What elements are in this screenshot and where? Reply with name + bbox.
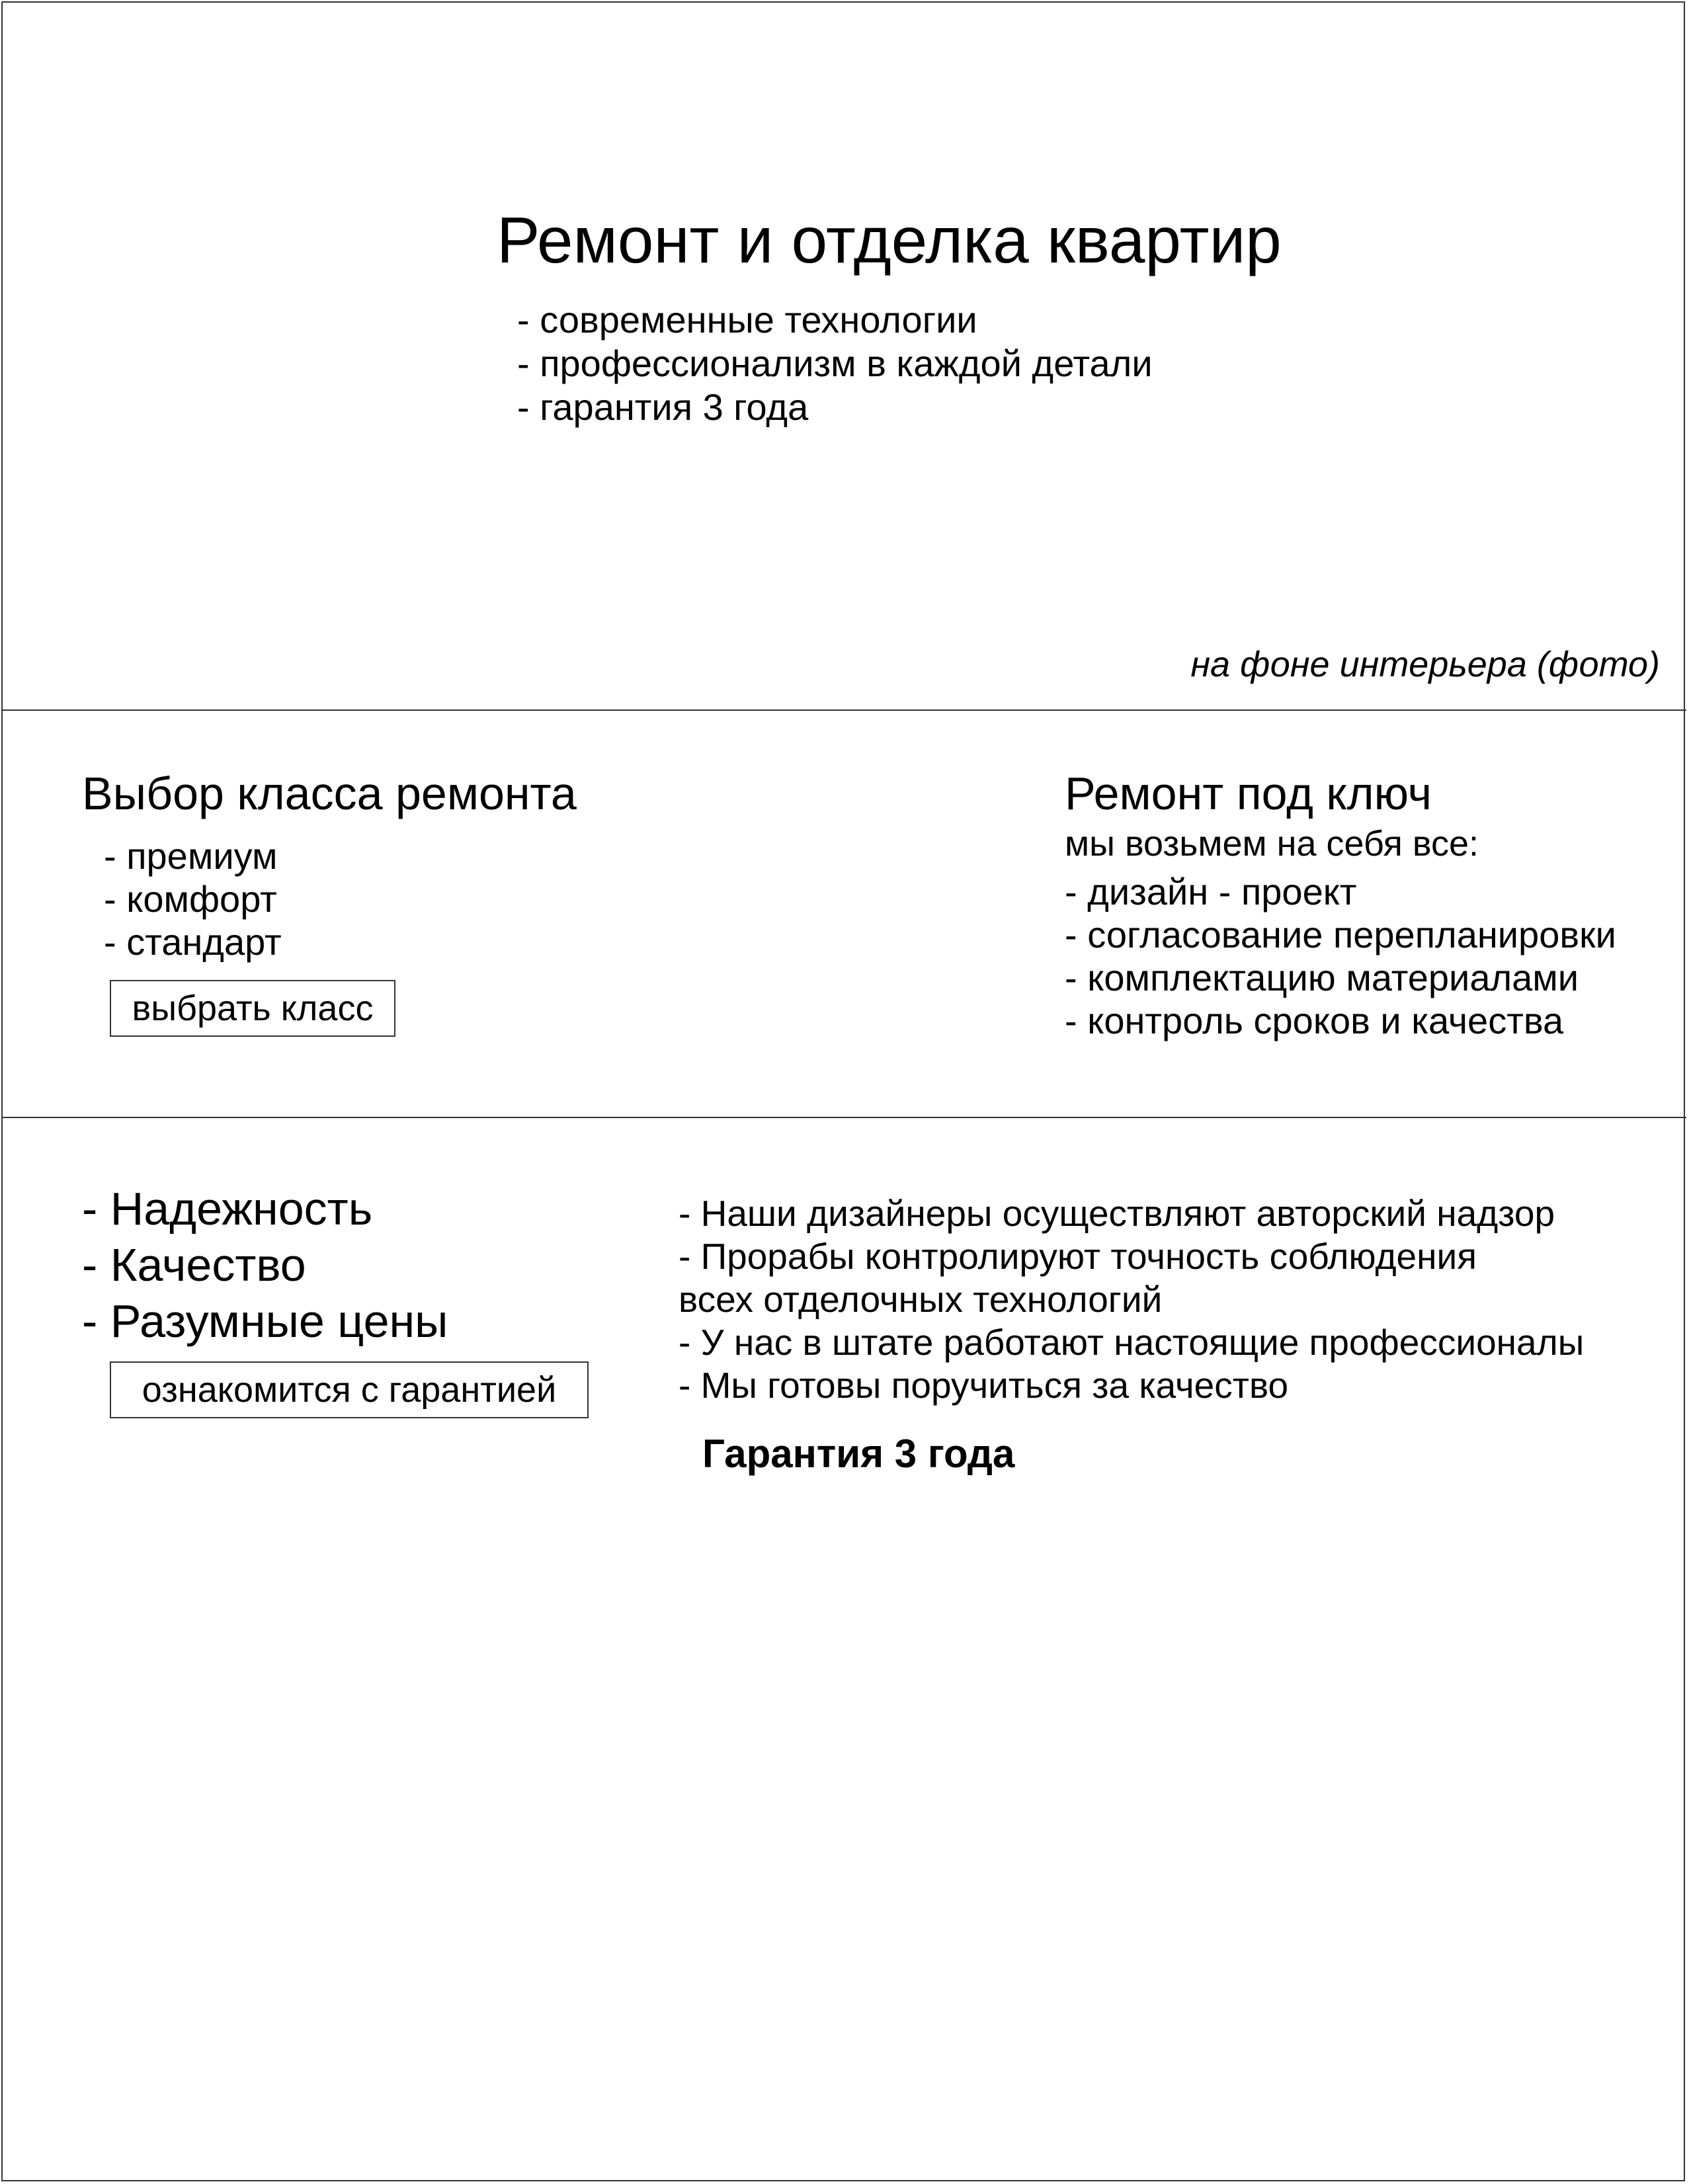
- hero-bullet: - гарантия 3 года: [517, 386, 809, 428]
- advantage-item: - Качество: [82, 1239, 306, 1291]
- turnkey-item: - дизайн - проект: [1065, 871, 1357, 912]
- section-divider: [1, 1117, 1686, 1118]
- turnkey-title: Ремонт под ключ: [1065, 768, 1432, 819]
- advantages-list: [82, 1181, 448, 1350]
- hero-title: Ремонт и отделка квартир: [497, 204, 1282, 276]
- section-divider: [1, 709, 1686, 711]
- repair-class-option: - стандарт: [104, 921, 282, 963]
- turnkey-subtitle: мы возьмем на себя все:: [1065, 824, 1479, 864]
- repair-class-title: Выбор класса ремонта: [82, 768, 577, 819]
- guarantee-line: - У нас в штате работают настоящие профессионалы: [679, 1322, 1585, 1363]
- hero-bullet-list: [517, 298, 1153, 429]
- advantage-item: - Разумные цены: [82, 1295, 448, 1347]
- guarantee-line: всех отделочных технологий: [679, 1279, 1163, 1320]
- turnkey-list: [1065, 870, 1616, 1042]
- repair-class-options: [104, 834, 282, 963]
- advantage-item: - Надежность: [82, 1183, 373, 1234]
- hero-bullet: - современные технологии: [517, 299, 977, 341]
- hero-bullet: - профессионализм в каждой детали: [517, 343, 1153, 384]
- repair-class-option: - комфорт: [104, 878, 277, 920]
- guarantee-line: - Наши дизайнеры осуществляют авторский надзор: [679, 1193, 1555, 1234]
- turnkey-item: - комплектацию материалами: [1065, 957, 1579, 998]
- guarantee-line: - Прорабы контролируют точность соблюдения: [679, 1236, 1477, 1277]
- view-guarantee-button[interactable]: ознакомится с гарантией: [110, 1361, 589, 1418]
- turnkey-item: - контроль сроков и качества: [1065, 1000, 1564, 1041]
- choose-class-button[interactable]: выбрать класс: [110, 980, 395, 1037]
- guarantee-badge: Гарантия 3 года: [702, 1432, 1015, 1476]
- turnkey-item: - согласование перепланировки: [1065, 914, 1616, 955]
- repair-class-option: - премиум: [104, 835, 278, 877]
- guarantee-description: [679, 1192, 1584, 1407]
- guarantee-line: - Мы готовы поручиться за качество: [679, 1365, 1289, 1406]
- background-note: на фоне интерьера (фото): [1190, 645, 1660, 684]
